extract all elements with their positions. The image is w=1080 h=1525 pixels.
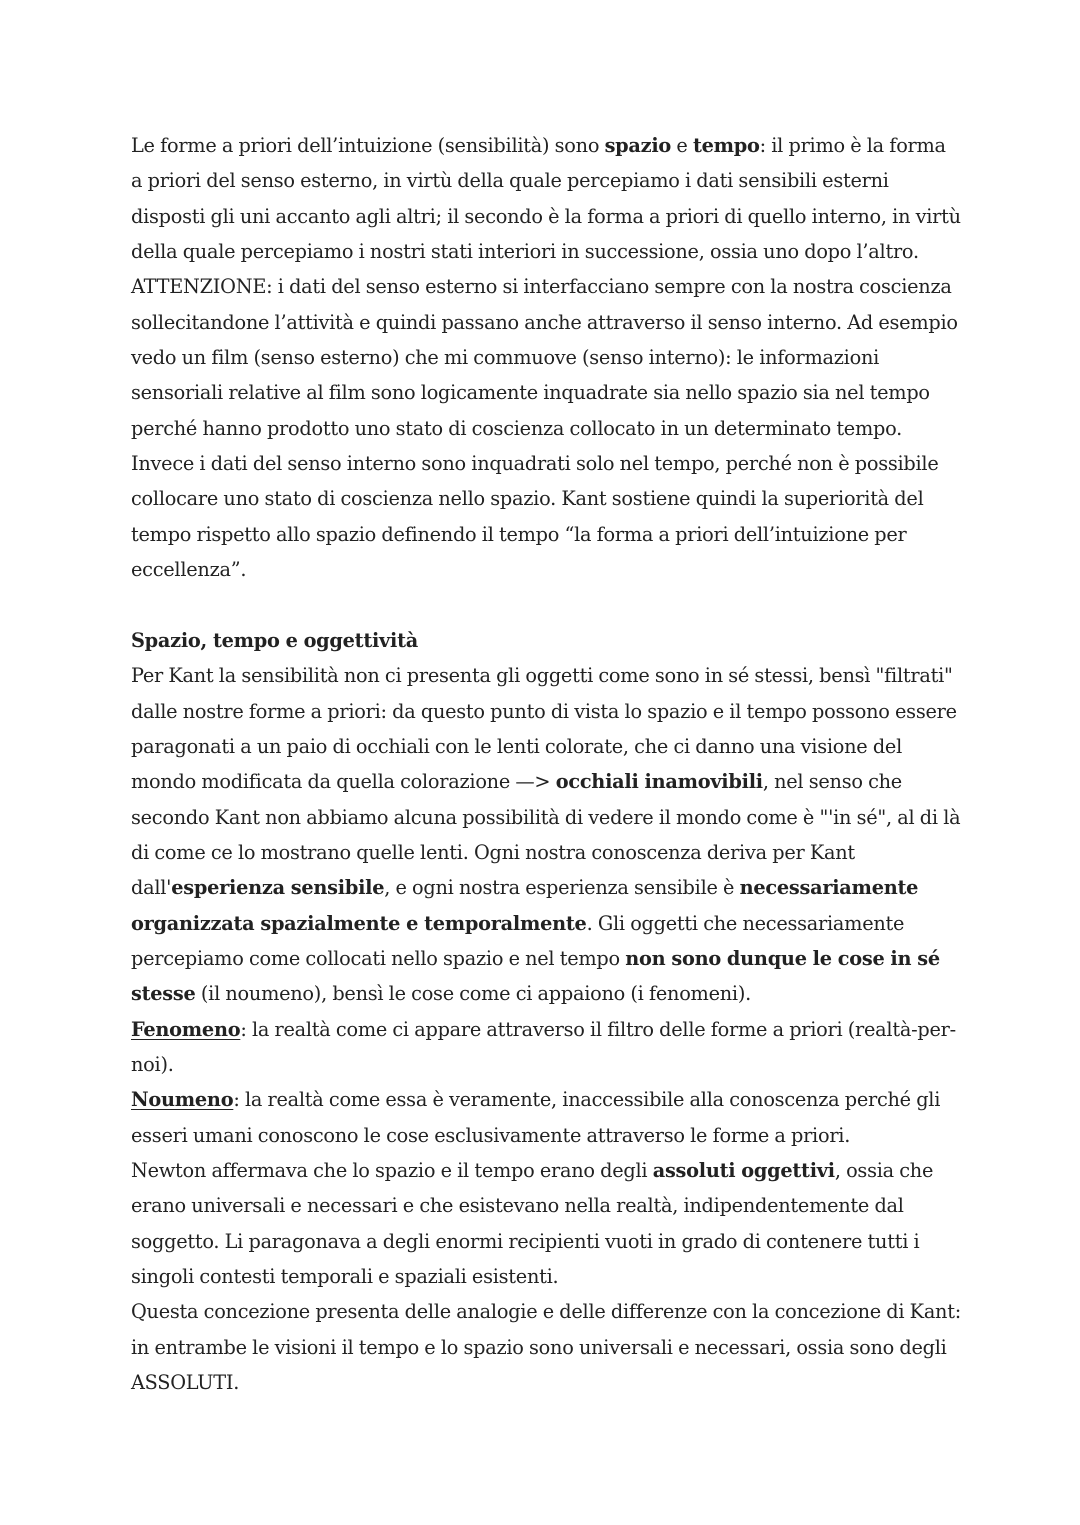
document-page xyxy=(131,128,961,1400)
term-fenomeno: Fenomeno xyxy=(131,1017,241,1041)
section-spazio-tempo-oggettivita xyxy=(131,623,961,1401)
paragraph-forme-a-priori xyxy=(131,128,961,269)
paragraph-analogie xyxy=(131,1294,961,1400)
text-run: . Gli oggetti che necessariamente percepiamo come collocati nello spazio e nel tempo xyxy=(131,911,905,970)
text-run: : il primo è la forma a priori del senso esterno, in virtù della quale percepiamo i dati sensibili esterni disposti gli uni accanto agli altri; il secondo è la forma a priori di quello interno, in virtù della quale percepiamo i nostri stati interiori in successione, ossia uno dopo l’altro. xyxy=(131,134,961,264)
text-run: Le forme a priori dell’intuizione (sensibilità) sono xyxy=(131,134,605,157)
section-heading: Spazio, tempo e oggettività xyxy=(131,628,418,652)
bold-term-esperienza: esperienza sensibile xyxy=(171,876,385,900)
text-run: : la realtà come essa è veramente, inaccessibile alla conoscenza perché gli esseri umani conoscono le cose esclusivamente attraverso le forme a priori. xyxy=(131,1088,941,1147)
paragraph-newton xyxy=(131,1153,961,1294)
text-run: (il noumeno), bensì le cose come ci appaiono (i fenomeni). xyxy=(195,982,751,1006)
bold-term-spazio: spazio xyxy=(604,134,672,157)
text-run: , e ogni nostra esperienza sensibile è xyxy=(384,876,740,900)
text-run: : la realtà come ci appare attraverso il filtro delle forme a priori (realtà-per-noi). xyxy=(131,1017,956,1076)
bold-term-cose-in-se: non sono dunque le cose in sé stesse xyxy=(131,946,940,1006)
text-run: , ossia che erano universali e necessari e che esistevano nella realtà, indipendentemente dal soggetto. Li paragonava a degli enormi recipienti vuoti in grado di contenere tutti i singoli contesti temporali e spaziali esistenti. xyxy=(131,1158,934,1288)
text-run: Newton affermava che lo spazio e il tempo erano degli xyxy=(131,1158,653,1182)
paragraph-attenzione xyxy=(131,269,961,446)
term-noumeno: Noumeno xyxy=(131,1088,234,1112)
bold-term-tempo: tempo xyxy=(692,134,760,157)
bold-term-assoluti-oggettivi: assoluti oggettivi xyxy=(652,1158,835,1182)
definition-noumeno xyxy=(131,1082,961,1153)
text-run: ATTENZIONE: i dati del senso esterno si interfacciano sempre con la nostra coscienza sollecitandone l’attività e quindi passano anche attraverso il senso interno. Ad esempio vedo un film (senso esterno) che mi commuove (senso interno): le informazioni sensoriali relative al film sono logicamente inquadrate sia nello spazio sia nel tempo perché hanno prodotto uno stato di coscienza collocato in un determinato tempo. xyxy=(131,275,958,440)
text-run: e xyxy=(671,134,693,157)
bold-term-organizzata: necessariamente organizzata spazialmente e temporalmente xyxy=(131,876,919,935)
definition-fenomeno xyxy=(131,1012,961,1083)
bold-term-occhiali: occhiali inamovibili xyxy=(555,770,763,794)
text-run: Invece i dati del senso interno sono inquadrati solo nel tempo, perché non è possibile collocare uno stato di coscienza nello spazio. Kant sostiene quindi la superiorità del tempo rispetto allo spazio definendo il tempo “la forma a priori dell’intuizione per eccellenza”. xyxy=(131,452,939,582)
paragraph-senso-interno xyxy=(131,446,961,587)
text-run: , nel senso che secondo Kant non abbiamo alcuna possibilità di vedere il mondo come è "'in sé", al di là di come ce lo mostrano quelle lenti. Ogni nostra conoscenza deriva per Kant dall' xyxy=(131,770,961,900)
text-run: Questa concezione presenta delle analogie e delle differenze con la concezione di Kant: in entrambe le visioni il tempo e lo spazio sono universali e necessari, ossia sono degli ASSOLUTI. xyxy=(131,1300,961,1395)
text-run: Per Kant la sensibilità non ci presenta gli oggetti come sono in sé stessi, bensì "filtrati" dalle nostre forme a priori: da questo punto di vista lo spazio e il tempo possono essere paragonati a un paio di occhiali con le lenti colorate, che ci danno una visione del mondo modificata da quella colorazione —> xyxy=(131,664,957,794)
paragraph-sensibilita-filtro xyxy=(131,658,961,1011)
